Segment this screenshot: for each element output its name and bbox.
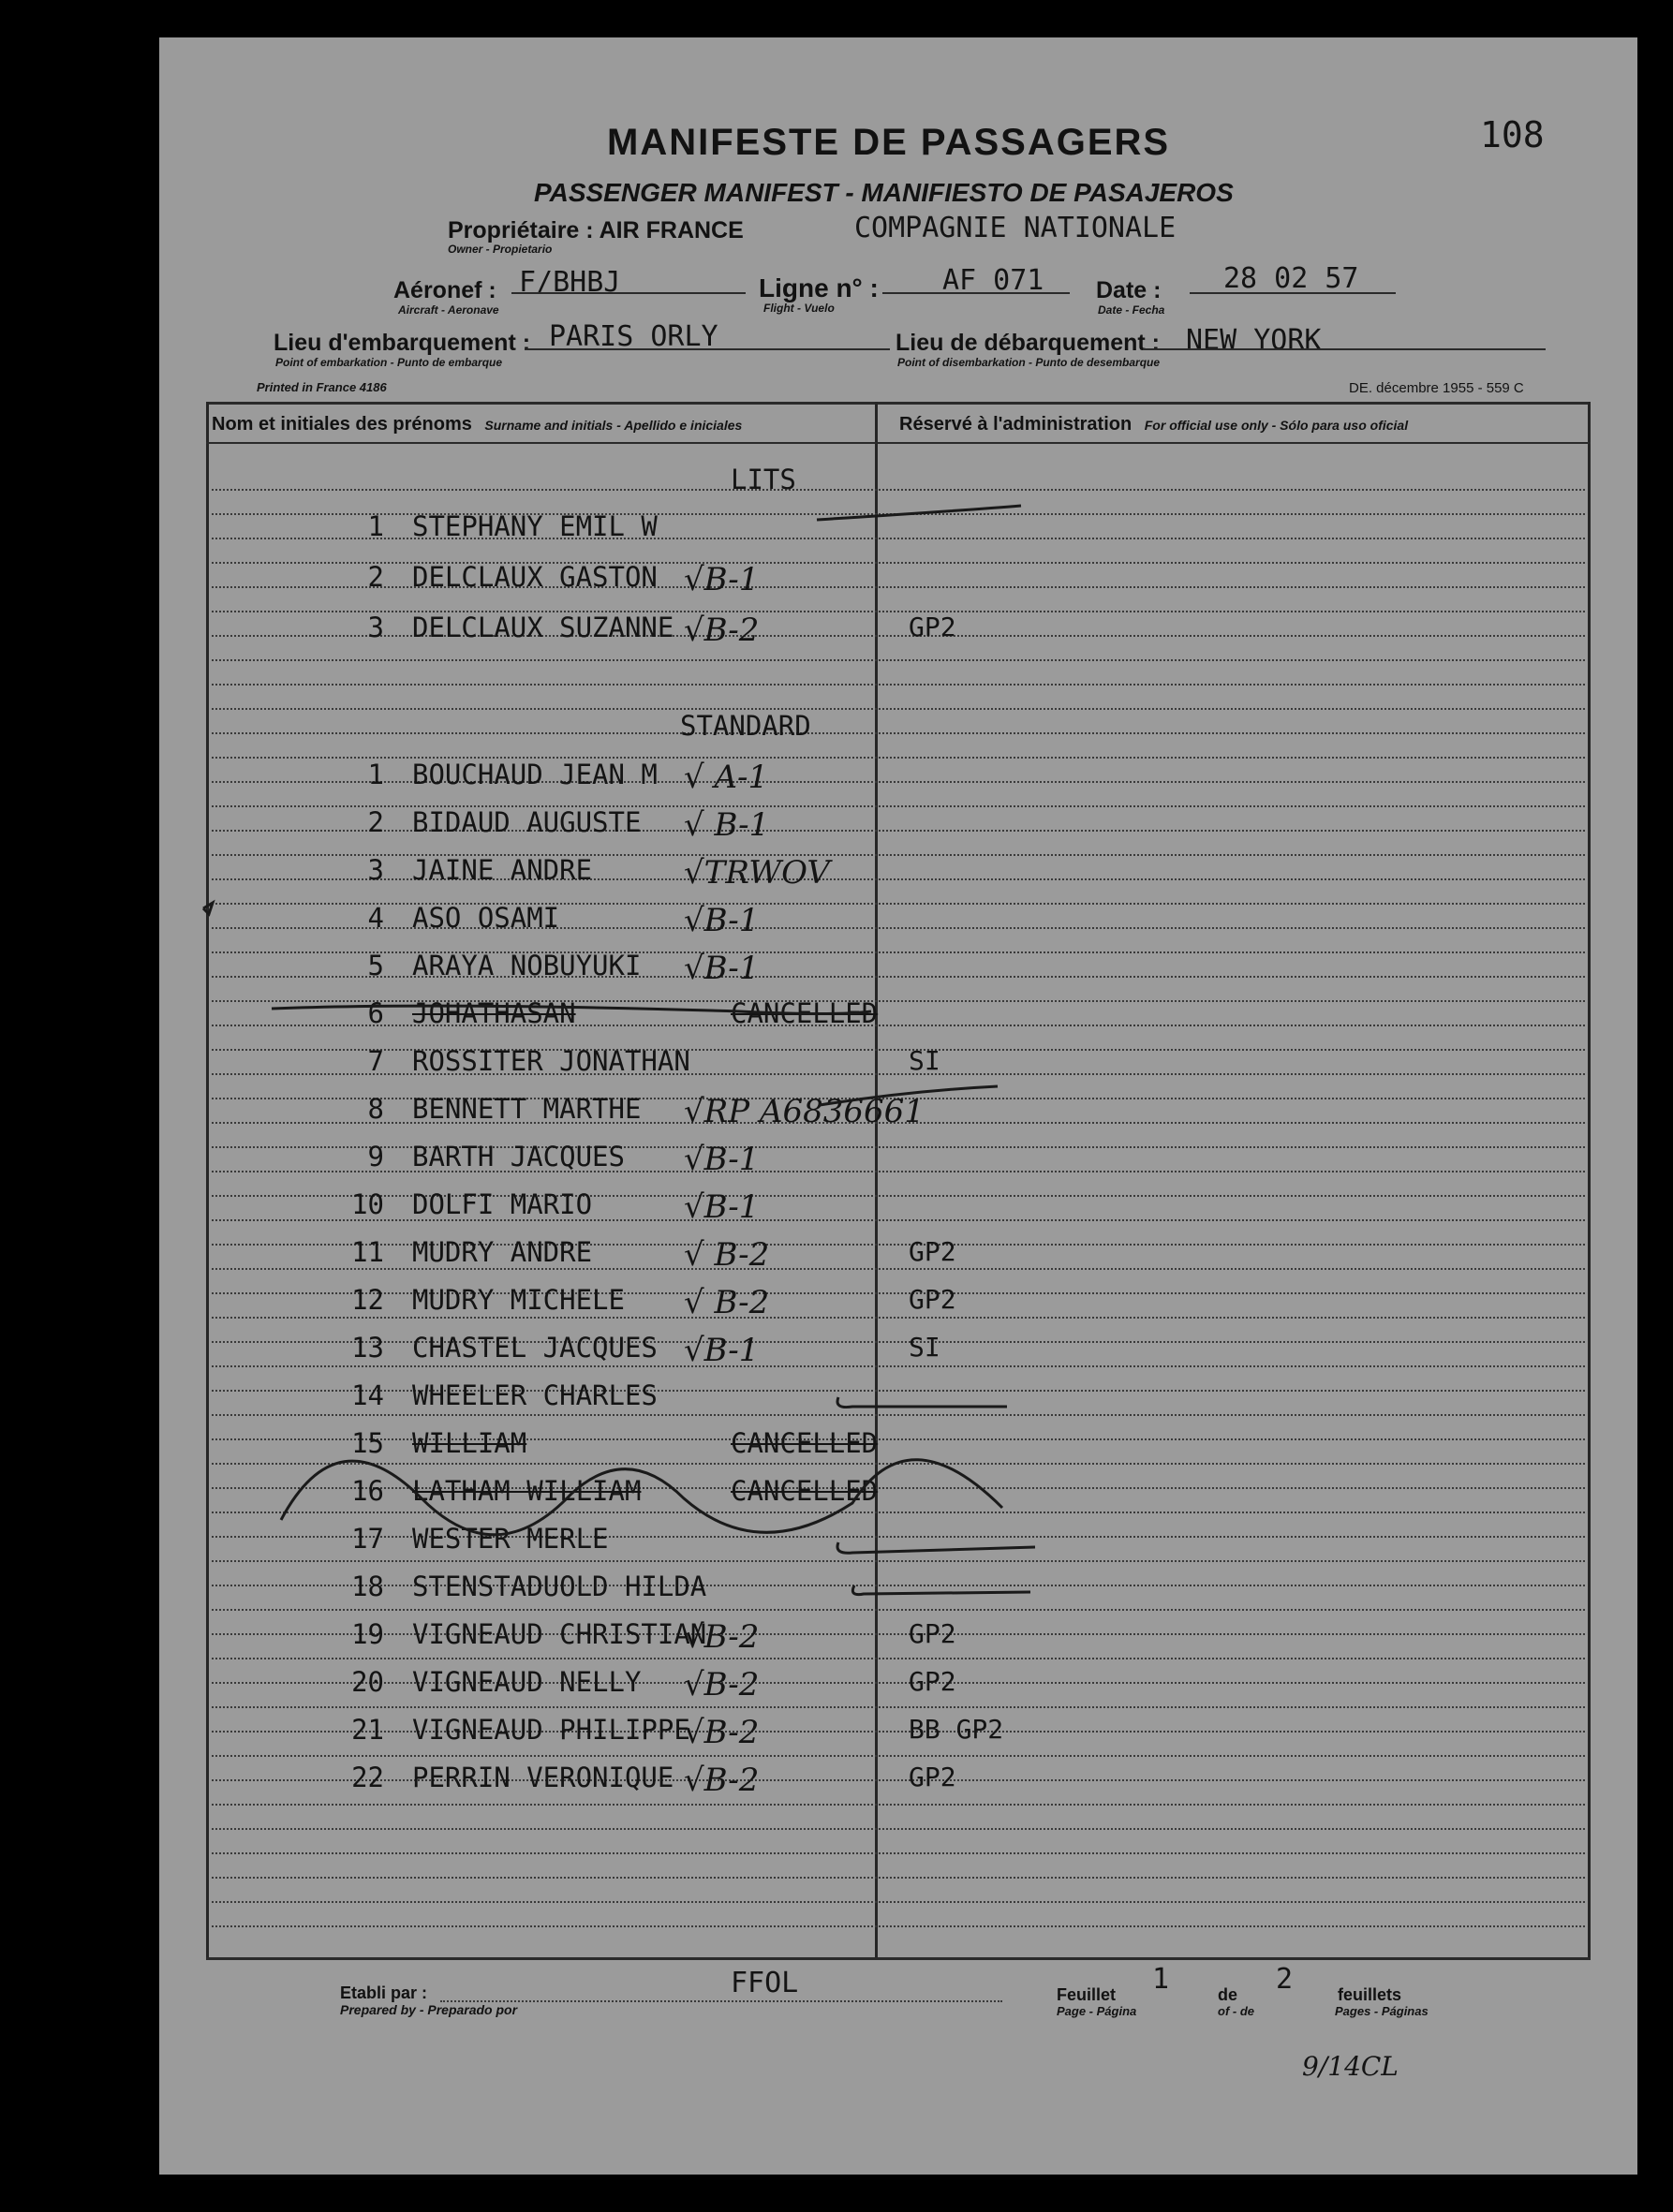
of-sublabel: of - de	[1218, 2004, 1254, 2018]
bracket-stroke	[837, 1542, 1035, 1553]
passenger-name: STEPHANY EMIL W	[412, 510, 658, 542]
embarkation-value: PARIS ORLY	[549, 320, 718, 353]
passenger-number: 11	[351, 1236, 384, 1268]
date-sublabel: Date - Fecha	[1098, 303, 1165, 317]
strikeout-stroke	[272, 1006, 871, 1013]
passenger-name: BOUCHAUD JEAN M	[412, 759, 658, 790]
owner-label: Propriétaire : AIR FRANCE	[448, 217, 744, 243]
cancelled-remark: CANCELLED	[731, 997, 879, 1029]
handwritten-annotation: √B-1	[684, 950, 760, 987]
form-code: DE. décembre 1955 - 559 C	[1349, 380, 1524, 396]
admin-header-label: Réservé à l'administration	[899, 414, 1133, 435]
flight-label: Ligne n° :	[759, 273, 879, 302]
admin-header-sublabel: For official use only - Sólo para uso oficial	[1144, 418, 1409, 433]
passenger-name: VIGNEAUD PHILIPPE	[412, 1714, 690, 1746]
passenger-number: 18	[351, 1571, 384, 1602]
arrow-stroke	[817, 506, 1021, 520]
name-header-sublabel: Surname and initials - Apellido e iniciales	[484, 418, 743, 433]
prepared-by-sublabel: Prepared by - Preparado por	[340, 2002, 518, 2017]
passenger-number: 5	[367, 950, 384, 981]
disembarkation-label: Lieu de débarquement :	[896, 330, 1160, 356]
passenger-name: BARTH JACQUES	[412, 1141, 625, 1172]
passenger-name: WHEELER CHARLES	[412, 1379, 658, 1411]
cancelled-remark: CANCELLED	[731, 1427, 879, 1459]
passenger-name: LATHAM WILLIAM	[412, 1475, 642, 1507]
admin-remark: GP2	[909, 1284, 956, 1315]
handwritten-annotation: √B-2	[684, 612, 760, 649]
admin-remark: GP2	[909, 1236, 956, 1267]
handwritten-annotation: √ A-1	[684, 759, 769, 796]
printed-note: Printed in France 4186	[257, 380, 387, 394]
passenger-number: 20	[351, 1666, 384, 1698]
section-lits: LITS	[731, 464, 796, 495]
admin-remark: GP2	[909, 1762, 956, 1792]
aircraft-label: Aéronef :	[393, 277, 496, 303]
passenger-number: 3	[367, 612, 384, 643]
admin-remark: SI	[909, 1332, 940, 1363]
handwritten-annotation: √B-1	[684, 1141, 760, 1178]
passenger-number: 12	[351, 1284, 384, 1316]
bracket-stroke	[837, 1397, 1007, 1408]
handwritten-annotation: √B-2	[684, 1714, 760, 1751]
passenger-number: 21	[351, 1714, 384, 1746]
admin-remark: GP2	[909, 612, 956, 642]
admin-remark: SI	[909, 1045, 940, 1076]
passenger-name: DOLFI MARIO	[412, 1188, 593, 1220]
page-sublabel: Page - Página	[1057, 2004, 1137, 2018]
passenger-number: 3	[367, 854, 384, 886]
handwritten-strokes	[159, 37, 1637, 2175]
passenger-name: WESTER MERLE	[412, 1523, 609, 1555]
flight-value: AF 071	[942, 264, 1044, 297]
passenger-number: 2	[367, 806, 384, 838]
margin-mark	[203, 903, 213, 914]
passenger-number: 8	[367, 1093, 384, 1125]
handwritten-annotation: √B-2	[684, 1762, 760, 1799]
owner-sublabel: Owner - Propietario	[448, 243, 553, 256]
passenger-name: BENNETT MARTHE	[412, 1093, 642, 1125]
handwritten-annotation: √B-1	[684, 561, 760, 598]
prepared-by-underline	[440, 2000, 1002, 2002]
owner-value: COMPAGNIE NATIONALE	[854, 212, 1177, 244]
passenger-name: DELCLAUX GASTON	[412, 561, 658, 593]
prepared-by-label: Etabli par :	[340, 1983, 428, 2002]
page-number: 108	[1480, 114, 1545, 155]
handwritten-annotation: √ B-2	[684, 1284, 770, 1321]
admin-remark: GP2	[909, 1666, 956, 1697]
handwritten-mark: 9/14CL	[1302, 2051, 1399, 2082]
cancelled-remark: CANCELLED	[731, 1475, 879, 1507]
passenger-name: VIGNEAUD CHRISTIAN	[412, 1618, 707, 1650]
aircraft-value: F/BHBJ	[519, 266, 621, 299]
of-label: de	[1218, 1985, 1238, 2004]
passenger-name: BIDAUD AUGUSTE	[412, 806, 642, 838]
total-pages-value: 2	[1276, 1963, 1294, 1996]
passenger-number: 1	[367, 510, 384, 542]
passenger-number: 19	[351, 1618, 384, 1650]
handwritten-annotation: √B-1	[684, 1332, 760, 1369]
page-title: MANIFESTE DE PASSAGERS	[607, 122, 1171, 163]
passenger-number: 6	[367, 997, 384, 1029]
passenger-name: MUDRY ANDRE	[412, 1236, 593, 1268]
handwritten-annotation: √B-2	[684, 1666, 760, 1703]
handwritten-annotation: √RP A6836661	[684, 1093, 925, 1130]
bracket-stroke	[852, 1585, 1030, 1595]
handwritten-annotation: √B-1	[684, 1188, 760, 1226]
name-header-label: Nom et initiales des prénoms	[212, 414, 472, 435]
manifest-sheet	[159, 37, 1637, 2175]
passenger-name: PERRIN VERONIQUE	[412, 1762, 674, 1793]
passenger-name: ASO OSAMI	[412, 902, 560, 934]
passenger-number: 9	[367, 1141, 384, 1172]
passenger-number: 7	[367, 1045, 384, 1077]
arrow-stroke	[820, 1086, 998, 1105]
admin-remark: GP2	[909, 1618, 956, 1649]
handwritten-annotation: √B-2	[684, 1618, 760, 1656]
section-standard: STANDARD	[680, 710, 811, 742]
strikeout-stroke	[281, 1460, 1002, 1535]
embarkation-label: Lieu d'embarquement :	[274, 330, 531, 356]
passenger-name: ARAYA NOBUYUKI	[412, 950, 642, 981]
flight-sublabel: Flight - Vuelo	[763, 302, 835, 315]
passenger-number: 4	[367, 902, 384, 934]
pages-label: feuillets	[1338, 1985, 1402, 2004]
passenger-name: MUDRY MICHELE	[412, 1284, 625, 1316]
handwritten-annotation: √ B-2	[684, 1236, 770, 1274]
passenger-name: STENSTADUOLD HILDA	[412, 1571, 707, 1602]
passenger-number: 15	[351, 1427, 384, 1459]
handwritten-annotation: √B-1	[684, 902, 760, 939]
passenger-name: WILLIAM	[412, 1427, 527, 1459]
page-label: Feuillet	[1057, 1985, 1117, 2004]
passenger-name: JAINE ANDRE	[412, 854, 593, 886]
disembarkation-sublabel: Point of disembarkation - Punto de desembarque	[897, 356, 1161, 369]
passenger-number: 2	[367, 561, 384, 593]
aircraft-sublabel: Aircraft - Aeronave	[398, 303, 499, 317]
passenger-number: 1	[367, 759, 384, 790]
page-subtitle: PASSENGER MANIFEST - MANIFIESTO DE PASAJEROS	[534, 178, 1234, 207]
passenger-number: 17	[351, 1523, 384, 1555]
passenger-number: 13	[351, 1332, 384, 1364]
pages-sublabel: Pages - Páginas	[1335, 2004, 1429, 2018]
passenger-name: JOHATHASAN	[412, 997, 576, 1029]
passenger-number: 16	[351, 1475, 384, 1507]
passenger-name: VIGNEAUD NELLY	[412, 1666, 642, 1698]
passenger-name: DELCLAUX SUZANNE	[412, 612, 674, 643]
date-value: 28 02 57	[1223, 262, 1359, 295]
passenger-number: 10	[351, 1188, 384, 1220]
disembarkation-value: NEW YORK	[1186, 324, 1322, 357]
passenger-number: 14	[351, 1379, 384, 1411]
page-value: 1	[1152, 1963, 1170, 1996]
passenger-name: ROSSITER JONATHAN	[412, 1045, 690, 1077]
handwritten-annotation: √TRWOV	[684, 854, 830, 892]
prepared-by-value: FFOL	[731, 1967, 799, 1999]
admin-remark: BB GP2	[909, 1714, 1004, 1745]
date-label: Date :	[1096, 277, 1162, 303]
handwritten-annotation: √ B-1	[684, 806, 770, 844]
embarkation-sublabel: Point of embarkation - Punto de embarque	[275, 356, 503, 369]
passenger-number: 22	[351, 1762, 384, 1793]
passenger-name: CHASTEL JACQUES	[412, 1332, 658, 1364]
